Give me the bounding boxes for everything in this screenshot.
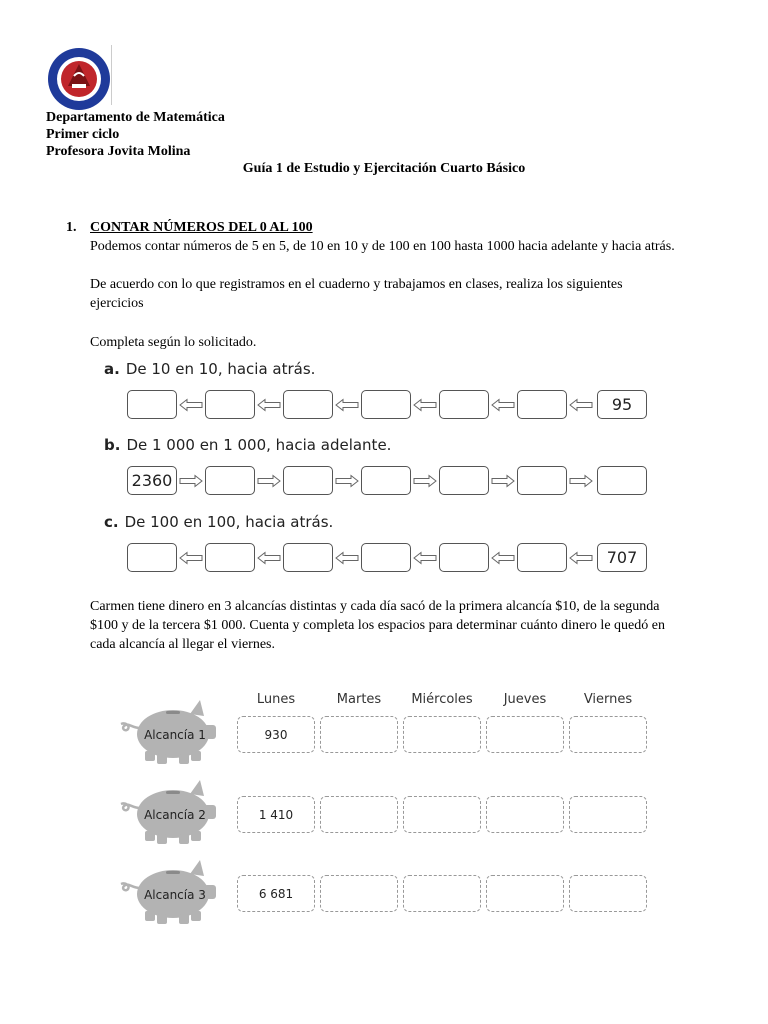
- sequence-answer-box[interactable]: [439, 390, 489, 419]
- piggy-bank-label: Alcancía 3: [144, 888, 206, 902]
- day-header: Viernes: [583, 692, 633, 707]
- table-answer-cell[interactable]: [486, 716, 564, 753]
- problem-line-2: $100 y de la tercera $1 000. Cuenta y completa los espacios para determinar cuánto dinero le quedó en: [90, 618, 665, 633]
- sequence-description: De 1 000 en 1 000, hacia adelante.: [126, 436, 392, 454]
- sequence-letter: b.: [104, 436, 121, 454]
- table-answer-cell[interactable]: [486, 796, 564, 833]
- instruction-line-1: De acuerdo con lo que registramos en el cuaderno y trabajamos en clases, realiza los siguientes: [90, 277, 623, 292]
- table-answer-cell[interactable]: [320, 716, 398, 753]
- arrow-left-icon: [412, 551, 438, 565]
- sequence-answer-box[interactable]: [361, 466, 411, 495]
- sequence-box-given: 95: [597, 390, 647, 419]
- piggy-bank-icon: [118, 856, 233, 926]
- arrow-left-icon: [256, 398, 282, 412]
- sequence-answer-box[interactable]: [127, 390, 177, 419]
- sequence-answer-box[interactable]: [283, 466, 333, 495]
- table-answer-cell[interactable]: [403, 796, 481, 833]
- sequence-label: [104, 360, 315, 378]
- arrow-right-icon: [334, 474, 360, 488]
- sequence-answer-box[interactable]: [361, 543, 411, 572]
- arrow-left-icon: [568, 551, 594, 565]
- table-answer-cell[interactable]: [486, 875, 564, 912]
- arrow-right-icon: [568, 474, 594, 488]
- day-header: Miércoles: [411, 692, 473, 707]
- table-cell-given: 1 410: [237, 796, 315, 833]
- instruction-line-2: ejercicios: [90, 296, 144, 311]
- sequence-answer-box[interactable]: [597, 466, 647, 495]
- problem-line-1: Carmen tiene dinero en 3 alcancías distintas y cada día sacó de la primera alcancía $10, de la segunda: [90, 599, 660, 614]
- sequence-letter: c.: [104, 513, 119, 531]
- sequence-answer-box[interactable]: [361, 390, 411, 419]
- arrow-left-icon: [412, 398, 438, 412]
- piggy-bank-icon: [118, 776, 233, 846]
- sequence-answer-box[interactable]: [283, 543, 333, 572]
- teacher-name: Profesora Jovita Molina: [46, 144, 191, 159]
- arrow-right-icon: [256, 474, 282, 488]
- arrow-left-icon: [178, 551, 204, 565]
- sequence-answer-box[interactable]: [283, 390, 333, 419]
- arrow-left-icon: [334, 398, 360, 412]
- sequence-description: De 10 en 10, hacia atrás.: [125, 360, 316, 378]
- table-answer-cell[interactable]: [403, 716, 481, 753]
- complete-instruction: Completa según lo solicitado.: [90, 335, 257, 350]
- section-heading: CONTAR NÚMEROS DEL 0 AL 100: [90, 220, 313, 235]
- department-name: Departamento de Matemática: [46, 110, 225, 125]
- sequence-label: [104, 513, 333, 531]
- table-answer-cell[interactable]: [320, 875, 398, 912]
- arrow-left-icon: [568, 398, 594, 412]
- arrow-right-icon: [412, 474, 438, 488]
- table-answer-cell[interactable]: [569, 716, 647, 753]
- page-title: Guía 1 de Estudio y Ejercitación Cuarto Básico: [242, 161, 526, 176]
- table-answer-cell[interactable]: [320, 796, 398, 833]
- sequence-answer-box[interactable]: [205, 390, 255, 419]
- piggy-bank-icon: [118, 696, 233, 766]
- arrow-left-icon: [334, 551, 360, 565]
- day-header: Lunes: [256, 692, 296, 707]
- sequence-answer-box[interactable]: [517, 390, 567, 419]
- section-intro: Podemos contar números de 5 en 5, de 10 en 10 y de 100 en 100 hasta 1000 hacia adelante y hacia atrás.: [90, 239, 675, 254]
- sequence-answer-box[interactable]: [205, 543, 255, 572]
- logo-divider: [111, 45, 112, 105]
- table-cell-given: 930: [237, 716, 315, 753]
- sequence-letter: a.: [104, 360, 120, 378]
- arrow-left-icon: [490, 398, 516, 412]
- problem-line-3: cada alcancía al llegar el viernes.: [90, 637, 275, 652]
- section-number: 1.: [66, 220, 77, 235]
- table-answer-cell[interactable]: [569, 875, 647, 912]
- sequence-answer-box[interactable]: [439, 466, 489, 495]
- arrow-left-icon: [178, 398, 204, 412]
- arrow-left-icon: [490, 551, 516, 565]
- sequence-answer-box[interactable]: [127, 543, 177, 572]
- sequence-answer-box[interactable]: [439, 543, 489, 572]
- sequence-answer-box[interactable]: [517, 543, 567, 572]
- piggy-bank-label: Alcancía 1: [144, 728, 206, 742]
- day-header: Martes: [336, 692, 382, 707]
- piggy-bank-label: Alcancía 2: [144, 808, 206, 822]
- sequence-label: [104, 436, 391, 454]
- day-header: Jueves: [503, 692, 547, 707]
- sequence-box-given: 707: [597, 543, 647, 572]
- sequence-answer-box[interactable]: [205, 466, 255, 495]
- arrow-left-icon: [256, 551, 282, 565]
- sequence-answer-box[interactable]: [517, 466, 567, 495]
- school-logo: [46, 46, 112, 112]
- sequence-box-given: 2360: [127, 466, 177, 495]
- table-cell-given: 6 681: [237, 875, 315, 912]
- cycle-name: Primer ciclo: [46, 127, 120, 142]
- table-answer-cell[interactable]: [403, 875, 481, 912]
- sequence-description: De 100 en 100, hacia atrás.: [124, 513, 334, 531]
- table-answer-cell[interactable]: [569, 796, 647, 833]
- arrow-right-icon: [490, 474, 516, 488]
- arrow-right-icon: [178, 474, 204, 488]
